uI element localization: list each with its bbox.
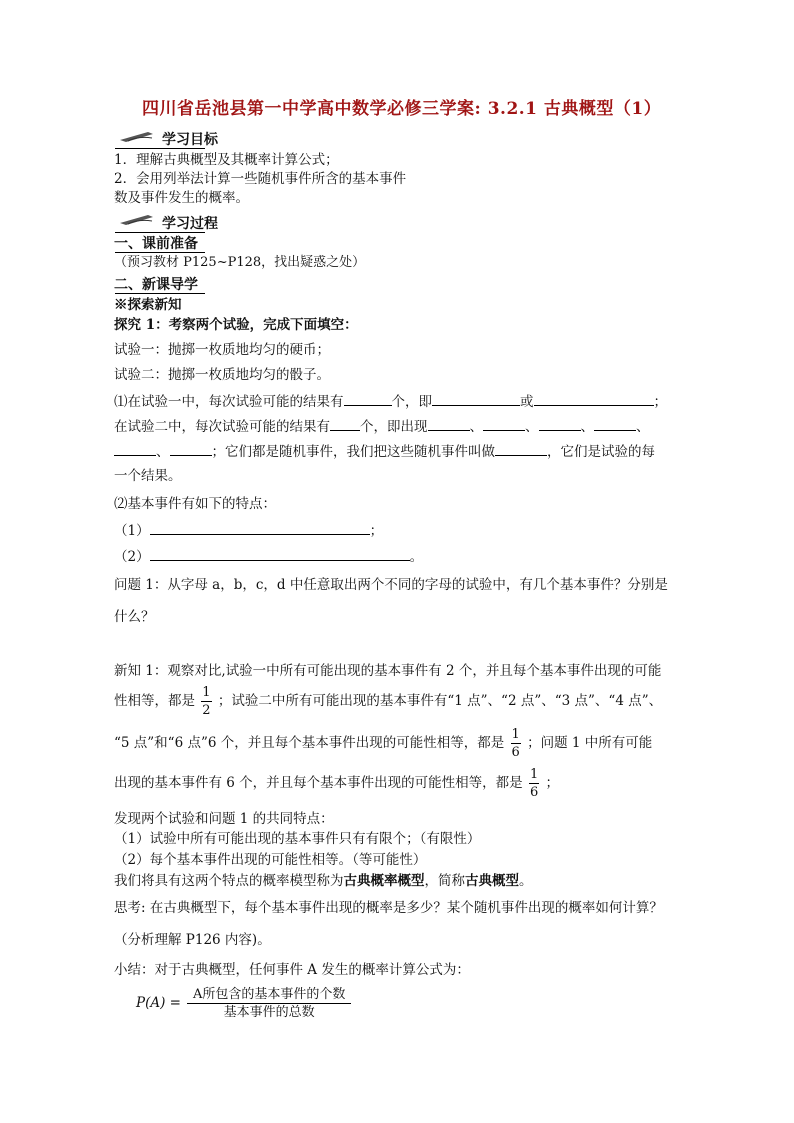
- probability-formula: [136, 988, 353, 1019]
- numerator: 1: [202, 685, 211, 700]
- inquiry-intro-text: 探究 1：考察两个试验，完成下面填空：: [114, 317, 358, 333]
- text: “5 点”和“6 点”6 个，并且每个基本事件出现的可能性相等，都是: [114, 735, 505, 751]
- experiment-1: 试验一：抛掷一枚质地均匀的硬币；: [114, 342, 330, 358]
- fill-blank[interactable]: [330, 418, 360, 431]
- divider: [115, 148, 205, 149]
- problem-1-line-2: 什么？: [114, 609, 155, 625]
- problem-1-line-1: 问题 1：从字母 a，b，c，d 中任意取出两个不同的字母的试验中，有几个基本事件？分别是: [114, 577, 668, 593]
- text: 出现的基本事件有 6 个，并且每个基本事件出现的可能性相等，都是: [114, 775, 523, 791]
- fill-blank[interactable]: [114, 443, 156, 456]
- fill-blank[interactable]: [432, 393, 520, 406]
- fill-blank[interactable]: [150, 522, 370, 535]
- text: ⑴在试验一中，每次试验可能的结果有: [114, 394, 344, 410]
- text: 个，即: [391, 394, 432, 410]
- newknow-line-1: 新知 1：观察对比,试验一中所有可能出现的基本事件有 2 个，并且每个基本事件出现的可能: [114, 663, 662, 679]
- numerator: 1: [529, 767, 539, 782]
- fill-blank[interactable]: [170, 443, 212, 456]
- objective-2a: 2．会用列举法计算一些随机事件所含的基本事件: [114, 171, 407, 187]
- question-line-3: 、 ；它们都是随机事件，我们把这些随机事件叫做 ，它们是试验的每: [114, 443, 655, 460]
- fill-blank[interactable]: [428, 418, 470, 431]
- text: 在试验二中，每次试验可能的结果有: [114, 419, 330, 435]
- text: （2）: [114, 549, 150, 565]
- fill-blank[interactable]: [483, 418, 525, 431]
- objectives-heading: 学习目标: [162, 132, 218, 148]
- think-line-2: （分析理解 P126 内容)。: [114, 932, 271, 948]
- fill-blank[interactable]: [344, 393, 392, 406]
- newknow-line-4: [114, 768, 559, 799]
- text: ；: [653, 394, 667, 410]
- question-line-2: 在试验二中，每次试验可能的结果有 个，即出现 、 、 、 、: [114, 419, 650, 435]
- fraction-one-sixth: [529, 768, 539, 799]
- experiment-2: 试验二：抛掷一枚质地均匀的骰子。: [114, 367, 330, 383]
- text: 或: [520, 394, 534, 410]
- formula-fraction: [187, 988, 351, 1019]
- text: ；: [545, 775, 560, 791]
- property-2: [114, 548, 423, 565]
- objective-1: 1．理解古典概型及其概率计算公式；: [114, 152, 339, 168]
- question-line-1: [114, 393, 667, 410]
- denominator: 6: [529, 785, 539, 800]
- page-title: 四川省岳池县第一中学高中数学必修三学案: 3.2.1 古典概型（1）: [142, 99, 662, 119]
- objective-2b: 数及事件发生的概率。: [114, 190, 249, 206]
- text: 。: [409, 549, 424, 565]
- summary-line-1: 小结：对于古典概型，任何事件 A 发生的概率计算公式为：: [114, 962, 470, 978]
- text: 个，即出现: [360, 419, 428, 435]
- think-line-1: 思考: 在古典概型下，每个基本事件出现的概率是多少？某个随机事件出现的概率如何计算？: [114, 900, 663, 916]
- text: ，它们是试验的每: [547, 444, 655, 460]
- section-1-note: （预习教材 P125~P128，找出疑惑之处）: [114, 255, 366, 270]
- pen-icon: [118, 128, 156, 144]
- divider: [115, 293, 205, 294]
- term: 古典概型: [465, 873, 519, 889]
- fraction-one-half: [201, 686, 211, 717]
- text: ；问题 1 中所有可能: [527, 735, 653, 751]
- divider: [115, 252, 205, 253]
- common-line-4: [114, 873, 533, 889]
- fill-blank[interactable]: [594, 418, 636, 431]
- fill-blank[interactable]: [150, 548, 410, 561]
- text: ；: [369, 523, 384, 539]
- common-line-3: （2）每个基本事件出现的可能性相等。（等可能性）: [114, 852, 427, 868]
- text: 性相等，都是: [114, 693, 195, 709]
- common-line-2: （1）试验中所有可能出现的基本事件只有有限个；（有限性）: [114, 831, 481, 847]
- process-heading: 学习过程: [162, 216, 218, 232]
- text: （1）: [114, 523, 150, 539]
- text: ；试验二中所有可能出现的基本事件有“1 点”、“2 点”、“3 点”、“4 点”、: [217, 693, 663, 709]
- denominator: 6: [511, 745, 520, 760]
- fraction-one-sixth: [511, 728, 521, 759]
- inquiry-intro: [114, 317, 358, 333]
- fill-blank[interactable]: [534, 393, 654, 406]
- question-line-4: 一个结果。: [114, 468, 182, 484]
- explore-heading: ※探索新知: [114, 297, 182, 313]
- formula-numerator: A所包含的基本事件的个数: [187, 988, 351, 1004]
- formula-denominator: 基本事件的总数: [223, 1005, 315, 1020]
- fill-blank[interactable]: [495, 443, 547, 456]
- section-1-heading: 一、课前准备: [114, 236, 198, 252]
- text: 我们将具有这两个特点的概率模型称为: [114, 873, 344, 889]
- pen-icon: [118, 211, 156, 227]
- common-line-1: 发现两个试验和问题 1 的共同特点：: [114, 811, 334, 827]
- formula-lhs: P(A) =: [136, 995, 181, 1012]
- section-2-heading: 二、新课导学: [114, 277, 198, 293]
- divider: [115, 232, 205, 233]
- question-line-5: ⑵基本事件有如下的特点：: [114, 496, 276, 512]
- text: ，简称: [424, 873, 465, 889]
- property-1: [114, 522, 383, 539]
- newknow-line-2: [114, 686, 662, 717]
- fill-blank[interactable]: [539, 418, 581, 431]
- term: 古典概率概型: [343, 873, 425, 889]
- text: 。: [519, 873, 533, 889]
- numerator: 1: [511, 727, 520, 742]
- newknow-line-3: [114, 728, 652, 759]
- denominator: 2: [202, 703, 211, 718]
- text: ；它们都是随机事件，我们把这些随机事件叫做: [211, 444, 495, 460]
